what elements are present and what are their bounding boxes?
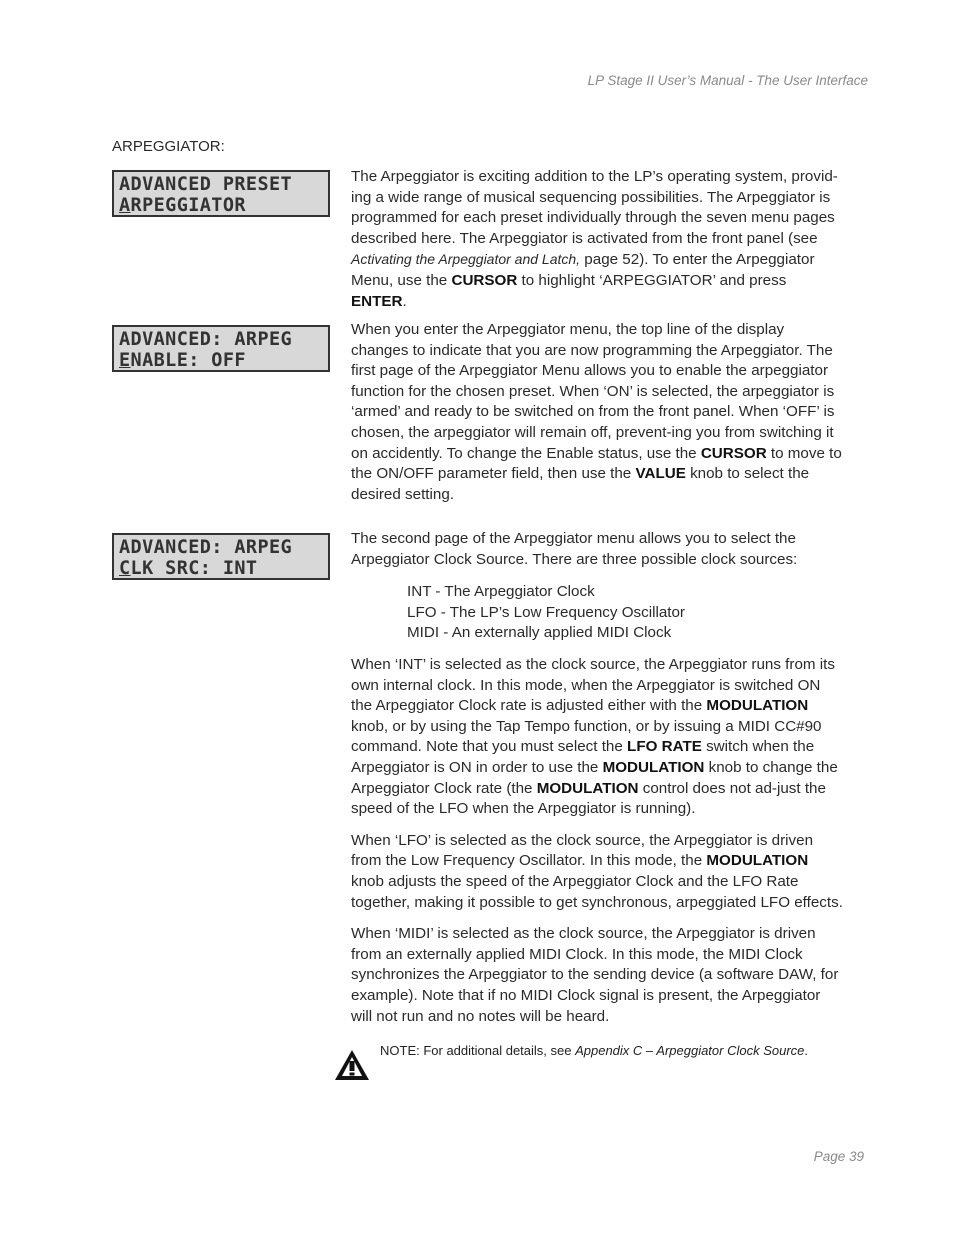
list-item: MIDI - An externally applied MIDI Clock xyxy=(407,624,672,642)
clock-details xyxy=(351,655,843,1027)
section-title: ARPEGGIATOR: xyxy=(112,138,225,155)
list-item: LFO - The LP’s Low Frequency Oscillator xyxy=(407,603,685,621)
int-paragraph: When ‘INT’ is selected as the clock source, the Arpeggiator runs from its own internal clock. In this mode, when the Arpeggiator is switched ON the Arpeggiator Clock rate is adjusted either with the MODULATION knob, or by using the Tap Tempo function, or by issuing a MIDI CC#90 command. Note that you must select the LFO RATE switch when the Arpeggiator is ON in order to use the MODULATION knob to change the Arpeggiator Clock rate (the MODULATION control does not ad-just the speed of the LFO when the Arpeggiator is running). xyxy=(351,656,838,818)
cursor-keyword: CURSOR xyxy=(700,444,767,462)
appendix-reference: Appendix C – Arpeggiator Clock Source xyxy=(575,1043,805,1058)
value-keyword: VALUE xyxy=(635,465,686,483)
lcd-cursor: A xyxy=(119,195,131,216)
lfo-paragraph: When ‘LFO’ is selected as the clock source, the Arpeggiator is driven from the Low Frequency Oscillator. In this mode, the MODULATION knob adjusts the speed of the Arpeggiator Clock and the LFO Rate together, making it possible to get synchronous, arpeggiated LFO effects. xyxy=(351,831,843,911)
intro-paragraph: The Arpeggiator is exciting addition to the LP’s operating system, provid-ing a wide range of musical sequencing possibilities. The Arpeggiator is programmed for each preset individually through the seven menu pages described here. The Arpeggiator is activated from the front panel (see Activating the Arpeggiator and Latch, page 52). To enter the Arpeggiator Menu, use the CURSOR to highlight ‘ARPEGGIATOR’ and press ENTER. xyxy=(351,168,838,310)
lcd-line-1: ADVANCED PRESET xyxy=(119,174,293,195)
clock-source-list xyxy=(407,582,685,644)
cross-reference: Activating the Arpeggiator and Latch, xyxy=(351,251,581,268)
enable-paragraph: When you enter the Arpeggiator menu, the top line of the display changes to indicate that you are now programming the Arpeggiator. The first page of the Arpeggiator Menu allows you to enable the arpeggiator function for the chosen preset. When ‘ON’ is selected, the arpeggiator is ‘armed’ and ready to be switched on from the front panel. When ‘OFF’ is chosen, the arpeggiator will remain off, prevent-ing you from switching it on accidently. To change the Enable status, use the CURSOR to move to the ON/OFF parameter field, then use the VALUE knob to select the desired setting. xyxy=(351,321,842,503)
lcd-line-2: RPEGGIATOR xyxy=(130,195,246,216)
lcd-cursor: E xyxy=(119,350,131,371)
lcd-line-2: NABLE: OFF xyxy=(130,350,246,371)
midi-paragraph: When ‘MIDI’ is selected as the clock source, the Arpeggiator is driven from an externally applied MIDI Clock. In this mode, the MIDI Clock synchronizes the Arpeggiator to the sending device (a software DAW, for example). Note that if no MIDI Clock signal is present, the Arpeggiator will not run and no notes will be heard. xyxy=(351,925,839,1025)
clock-intro-paragraph: The second page of the Arpeggiator menu allows you to select the Arpeggiator Clock Source. There are three possible clock sources: xyxy=(351,530,798,568)
lcd-display-enable xyxy=(112,325,330,372)
lcd-line-2: LK SRC: INT xyxy=(130,558,258,579)
enter-keyword: ENTER xyxy=(351,292,403,310)
cursor-keyword: CURSOR xyxy=(451,271,518,289)
lcd-display-arpeggiator xyxy=(112,170,330,217)
warning-icon xyxy=(333,1048,371,1082)
note-text: NOTE: For additional details, see Appendix C – Arpeggiator Clock Source. xyxy=(380,1043,809,1058)
lcd-line-1: ADVANCED: ARPEG xyxy=(119,537,293,558)
running-header: LP Stage II User’s Manual - The User Interface xyxy=(587,73,868,88)
lcd-line-1: ADVANCED: ARPEG xyxy=(119,329,293,350)
page-number: Page 39 xyxy=(813,1149,864,1164)
lcd-cursor: C xyxy=(119,558,131,579)
lcd-display-clock-source xyxy=(112,533,330,580)
list-item: INT - The Arpeggiator Clock xyxy=(407,583,595,600)
